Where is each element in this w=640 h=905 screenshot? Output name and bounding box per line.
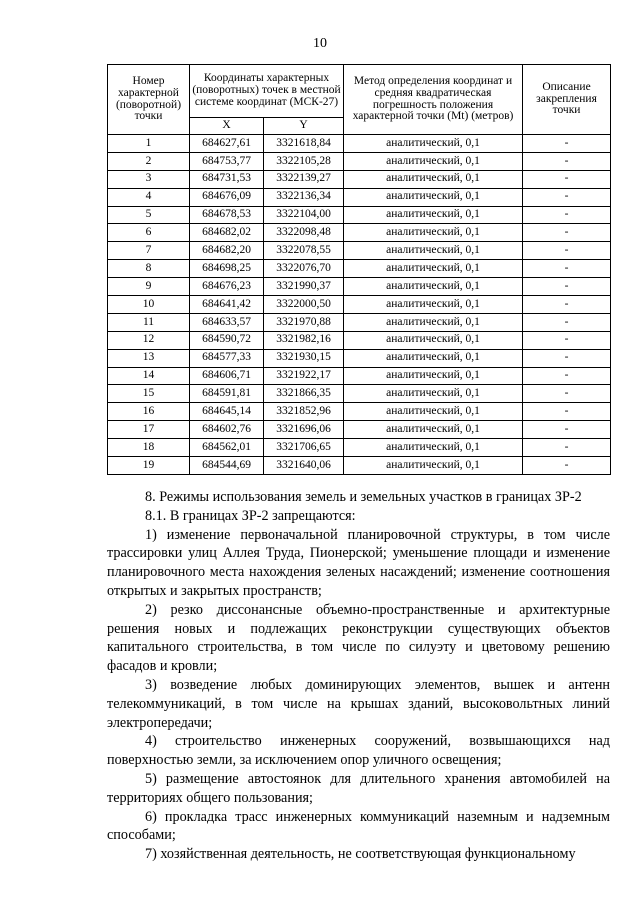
cell-method: аналитический, 0,1 xyxy=(344,188,523,206)
cell-x: 684676,09 xyxy=(190,188,264,206)
table-row xyxy=(108,421,611,439)
table-row xyxy=(108,188,611,206)
cell-y: 3322105,28 xyxy=(264,152,344,170)
text-block xyxy=(107,488,610,864)
cell-method: аналитический, 0,1 xyxy=(344,278,523,296)
cell-x: 684606,71 xyxy=(190,367,264,385)
cell-point-number: 10 xyxy=(108,296,190,314)
table-row xyxy=(108,152,611,170)
cell-x: 684602,76 xyxy=(190,421,264,439)
table-row xyxy=(108,296,611,314)
table-row xyxy=(108,278,611,296)
list-item: 5) размещение автостоянок для длительного хранения автомобилей на территориях общего пользования; xyxy=(107,770,610,806)
cell-x: 684645,14 xyxy=(190,403,264,421)
cell-x: 684562,01 xyxy=(190,439,264,457)
cell-method: аналитический, 0,1 xyxy=(344,170,523,188)
cell-description: - xyxy=(523,224,611,242)
cell-y: 3321706,65 xyxy=(264,439,344,457)
cell-point-number: 15 xyxy=(108,385,190,403)
cell-x: 684676,23 xyxy=(190,278,264,296)
cell-method: аналитический, 0,1 xyxy=(344,152,523,170)
cell-point-number: 9 xyxy=(108,278,190,296)
cell-method: аналитический, 0,1 xyxy=(344,224,523,242)
cell-y: 3322104,00 xyxy=(264,206,344,224)
cell-y: 3321640,06 xyxy=(264,457,344,475)
cell-point-number: 1 xyxy=(108,135,190,153)
cell-method: аналитический, 0,1 xyxy=(344,135,523,153)
cell-x: 684731,53 xyxy=(190,170,264,188)
table-row xyxy=(108,457,611,475)
cell-x: 684753,77 xyxy=(190,152,264,170)
cell-method: аналитический, 0,1 xyxy=(344,313,523,331)
table-row xyxy=(108,349,611,367)
table-row xyxy=(108,403,611,421)
cell-point-number: 19 xyxy=(108,457,190,475)
table-row xyxy=(108,224,611,242)
cell-y: 3321866,35 xyxy=(264,385,344,403)
table-row xyxy=(108,385,611,403)
cell-description: - xyxy=(523,313,611,331)
cell-point-number: 4 xyxy=(108,188,190,206)
cell-x: 684627,61 xyxy=(190,135,264,153)
cell-point-number: 16 xyxy=(108,403,190,421)
cell-description: - xyxy=(523,152,611,170)
cell-method: аналитический, 0,1 xyxy=(344,260,523,278)
list-item: 1) изменение первоначальной планировочной структуры, в том числе трассировки улиц Аллея Труда, Пионерской; уменьшение площади и изменение планировочного места нахождения зеленых насаждений; изменение соотношения открытых и закрытых пространств; xyxy=(107,526,610,599)
cell-description: - xyxy=(523,296,611,314)
cell-point-number: 13 xyxy=(108,349,190,367)
cell-description: - xyxy=(523,349,611,367)
cell-description: - xyxy=(523,457,611,475)
cell-description: - xyxy=(523,403,611,421)
cell-x: 684682,20 xyxy=(190,242,264,260)
cell-description: - xyxy=(523,260,611,278)
cell-x: 684633,57 xyxy=(190,313,264,331)
subsection-heading: 8.1. В границах ЗР-2 запрещаются: xyxy=(145,507,356,524)
section-heading: 8. Режимы использования земель и земельных участков в границах ЗР-2 xyxy=(145,489,582,505)
cell-description: - xyxy=(523,421,611,439)
cell-y: 3322136,34 xyxy=(264,188,344,206)
cell-x: 684641,42 xyxy=(190,296,264,314)
cell-description: - xyxy=(523,206,611,224)
cell-point-number: 12 xyxy=(108,331,190,349)
cell-y: 3321982,16 xyxy=(264,331,344,349)
table-row xyxy=(108,367,611,385)
cell-x: 684544,69 xyxy=(190,457,264,475)
cell-y: 3321990,37 xyxy=(264,278,344,296)
cell-y: 3321970,88 xyxy=(264,313,344,331)
list-item: 4) строительство инженерных сооружений, возвышающихся над поверхностью земли, за исключением опор уличного освещения; xyxy=(107,733,610,769)
cell-method: аналитический, 0,1 xyxy=(344,349,523,367)
header-y: Y xyxy=(264,118,344,135)
prohibitions-list xyxy=(107,526,610,864)
cell-point-number: 8 xyxy=(108,260,190,278)
cell-description: - xyxy=(523,170,611,188)
cell-y: 3321852,96 xyxy=(264,403,344,421)
cell-description: - xyxy=(523,242,611,260)
cell-y: 3322076,70 xyxy=(264,260,344,278)
table-row xyxy=(108,331,611,349)
table-row xyxy=(108,260,611,278)
cell-description: - xyxy=(523,135,611,153)
cell-method: аналитический, 0,1 xyxy=(344,385,523,403)
cell-point-number: 6 xyxy=(108,224,190,242)
coordinates-table-body xyxy=(108,135,611,475)
cell-description: - xyxy=(523,367,611,385)
list-item: 6) прокладка трасс инженерных коммуникаций наземным и надземным способами; xyxy=(107,808,610,844)
cell-method: аналитический, 0,1 xyxy=(344,421,523,439)
header-method: Метод определения координат и средняя квадратическая погрешность положения характерной точки (Mt) (метров) xyxy=(344,65,523,135)
header-description: Описание закрепления точки xyxy=(523,65,611,135)
cell-y: 3322078,55 xyxy=(264,242,344,260)
table-row xyxy=(108,135,611,153)
cell-x: 684577,33 xyxy=(190,349,264,367)
table-row xyxy=(108,242,611,260)
cell-point-number: 5 xyxy=(108,206,190,224)
cell-description: - xyxy=(523,439,611,457)
page-number: 10 xyxy=(313,36,327,51)
table-row xyxy=(108,206,611,224)
cell-point-number: 2 xyxy=(108,152,190,170)
cell-point-number: 3 xyxy=(108,170,190,188)
table-row xyxy=(108,313,611,331)
cell-x: 684682,02 xyxy=(190,224,264,242)
cell-point-number: 11 xyxy=(108,313,190,331)
cell-method: аналитический, 0,1 xyxy=(344,206,523,224)
cell-y: 3322098,48 xyxy=(264,224,344,242)
header-coordinates: Координаты характерных (поворотных) точек в местной системе координат (МСК-27) xyxy=(190,65,344,118)
cell-point-number: 14 xyxy=(108,367,190,385)
cell-description: - xyxy=(523,331,611,349)
cell-y: 3322000,50 xyxy=(264,296,344,314)
cell-method: аналитический, 0,1 xyxy=(344,439,523,457)
list-item: 3) возведение любых доминирующих элементов, вышек и антенн телекоммуникаций, в том числе на крышах зданий, высоковольтных линий электропередачи; xyxy=(107,676,610,731)
table-row xyxy=(108,439,611,457)
cell-x: 684678,53 xyxy=(190,206,264,224)
list-item: 7) хозяйственная деятельность, не соответствующая функциональному xyxy=(145,846,576,863)
cell-method: аналитический, 0,1 xyxy=(344,457,523,475)
cell-y: 3321930,15 xyxy=(264,349,344,367)
cell-x: 684591,81 xyxy=(190,385,264,403)
cell-x: 684698,25 xyxy=(190,260,264,278)
cell-point-number: 17 xyxy=(108,421,190,439)
list-item: 2) резко диссонансные объемно-пространственные и архитектурные решения новых и подлежащих реконструкции существующих объектов капитального строительства, в том числе по силуэту и цветовому решению фасадов и кровли; xyxy=(107,601,610,675)
cell-y: 3321696,06 xyxy=(264,421,344,439)
cell-description: - xyxy=(523,385,611,403)
table-row xyxy=(108,170,611,188)
cell-method: аналитический, 0,1 xyxy=(344,403,523,421)
header-x: X xyxy=(190,118,264,135)
cell-y: 3321922,17 xyxy=(264,367,344,385)
cell-y: 3321618,84 xyxy=(264,135,344,153)
cell-x: 684590,72 xyxy=(190,331,264,349)
cell-point-number: 18 xyxy=(108,439,190,457)
cell-method: аналитический, 0,1 xyxy=(344,296,523,314)
cell-method: аналитический, 0,1 xyxy=(344,367,523,385)
cell-method: аналитический, 0,1 xyxy=(344,331,523,349)
cell-method: аналитический, 0,1 xyxy=(344,242,523,260)
header-point-number: Номер характерной (поворотной) точки xyxy=(108,65,190,135)
coordinates-table xyxy=(107,64,611,475)
cell-point-number: 7 xyxy=(108,242,190,260)
cell-y: 3322139,27 xyxy=(264,170,344,188)
cell-description: - xyxy=(523,188,611,206)
cell-description: - xyxy=(523,278,611,296)
